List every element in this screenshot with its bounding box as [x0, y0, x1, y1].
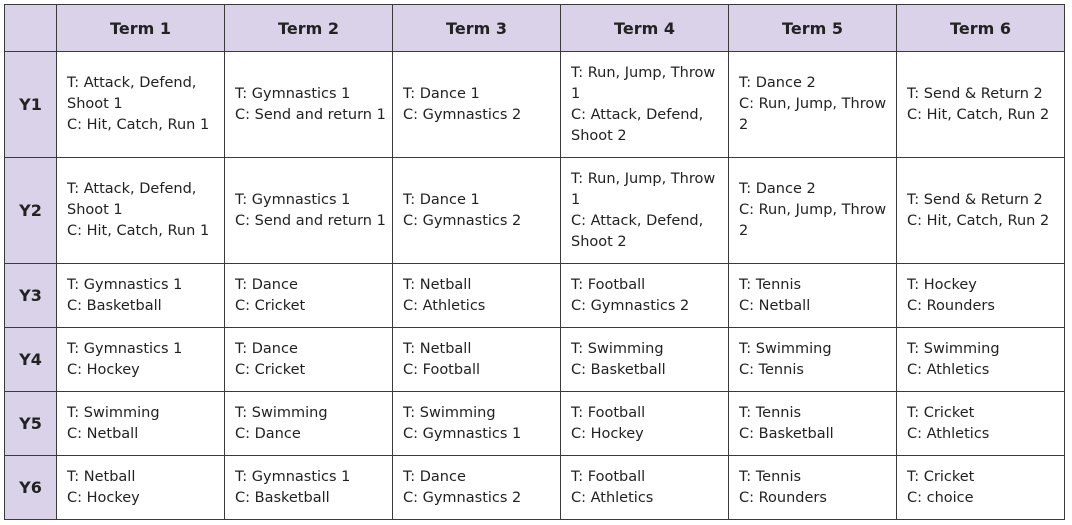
activity-c-text: C: Send and return 1 — [235, 212, 386, 229]
activity-t-text: T: Tennis — [739, 468, 802, 485]
table-cell — [57, 392, 225, 456]
table-cell — [225, 158, 393, 264]
activity-c-text: C: Athletics — [571, 489, 654, 506]
activity-c-text: C: Attack, Defend, Shoot 2 — [571, 212, 704, 250]
term-header: Term 6 — [897, 5, 1065, 52]
activity-t-text: T: Dance 1 — [403, 191, 480, 208]
activity-c-text: C: Run, Jump, Throw 2 — [739, 202, 887, 239]
activity-c-text: C: Hit, Catch, Run 1 — [67, 223, 210, 239]
activity-c-text: C: Basketball — [67, 297, 162, 314]
table-cell — [561, 52, 729, 158]
table-cell — [729, 456, 897, 520]
activity-t-text: T: Netball — [403, 340, 472, 357]
table-cell — [393, 264, 561, 328]
activity-c-text: C: Rounders — [739, 489, 827, 506]
activity-t-text: T: Gymnastics 1 — [235, 468, 351, 485]
activity-c-text: C: Hit, Catch, Run 2 — [907, 212, 1050, 229]
table-cell — [57, 264, 225, 328]
table-cell — [393, 158, 561, 264]
table-cell — [561, 158, 729, 264]
year-label: Y3 — [5, 264, 57, 328]
activity-c-text: C: Hit, Catch, Run 2 — [907, 106, 1050, 123]
activity-t-text: T: Gymnastics 1 — [67, 276, 183, 293]
corner-header-cell — [5, 5, 57, 52]
header-row — [5, 5, 1065, 52]
activity-t-text: T: Tennis — [739, 404, 802, 421]
table-cell — [393, 328, 561, 392]
term-header: Term 2 — [225, 5, 393, 52]
activity-c-text: C: Gymnastics 2 — [403, 106, 522, 123]
activity-c-text: C: Athletics — [907, 425, 990, 442]
activity-t-text: T: Hockey — [907, 276, 977, 293]
table-cell — [729, 392, 897, 456]
activity-t-text: T: Tennis — [739, 276, 802, 293]
activity-t-text: T: Cricket — [907, 404, 975, 421]
year-label: Y1 — [5, 52, 57, 158]
activity-t-text: T: Attack, Defend, Shoot 1 — [67, 181, 197, 218]
activity-c-text: C: Dance — [235, 425, 301, 442]
table-cell — [393, 456, 561, 520]
activity-t-text: T: Send & Return 2 — [907, 85, 1043, 102]
activity-t-text: T: Football — [571, 404, 646, 421]
table-cell — [729, 52, 897, 158]
activity-c-text: C: Hit, Catch, Run 1 — [67, 117, 210, 133]
year-label: Y6 — [5, 456, 57, 520]
table-cell — [897, 456, 1065, 520]
activity-t-text: T: Football — [571, 276, 646, 293]
activity-t-text: T: Run, Jump, Throw 1 — [571, 64, 716, 102]
table-cell — [561, 456, 729, 520]
table-cell — [897, 392, 1065, 456]
table-cell — [729, 328, 897, 392]
activity-c-text: C: Netball — [67, 425, 139, 442]
term-header: Term 5 — [729, 5, 897, 52]
table-row — [5, 52, 1065, 158]
year-label: Y2 — [5, 158, 57, 264]
term-header: Term 3 — [393, 5, 561, 52]
activity-t-text: T: Swimming — [571, 340, 664, 357]
activity-t-text: T: Netball — [67, 468, 136, 485]
activity-t-text: T: Swimming — [907, 340, 1000, 357]
activity-c-text: C: Athletics — [403, 297, 486, 314]
activity-t-text: T: Dance — [403, 468, 466, 485]
table-cell — [57, 158, 225, 264]
activity-c-text: C: Gymnastics 2 — [571, 297, 690, 314]
table-cell — [225, 392, 393, 456]
table-cell — [57, 52, 225, 158]
activity-c-text: C: Rounders — [907, 297, 995, 314]
table-cell — [57, 328, 225, 392]
table-row — [5, 328, 1065, 392]
table-cell — [225, 264, 393, 328]
table-cell — [897, 264, 1065, 328]
activity-c-text: C: Run, Jump, Throw 2 — [739, 96, 887, 133]
activity-t-text: T: Gymnastics 1 — [235, 85, 351, 102]
activity-c-text: C: Send and return 1 — [235, 106, 386, 123]
pe-curriculum-table — [4, 4, 1065, 520]
table-row — [5, 456, 1065, 520]
table-cell — [897, 158, 1065, 264]
activity-c-text: C: Gymnastics 1 — [403, 425, 522, 442]
activity-t-text: T: Dance 2 — [739, 75, 816, 91]
table-cell — [561, 328, 729, 392]
activity-t-text: T: Netball — [403, 276, 472, 293]
activity-c-text: C: Cricket — [235, 361, 306, 378]
table-cell — [393, 392, 561, 456]
table-cell — [561, 392, 729, 456]
activity-t-text: T: Dance 2 — [739, 181, 816, 197]
activity-t-text: T: Swimming — [67, 404, 160, 421]
activity-c-text: C: Hockey — [67, 361, 140, 378]
activity-c-text: C: Football — [403, 361, 481, 378]
activity-t-text: T: Swimming — [403, 404, 496, 421]
table-row — [5, 392, 1065, 456]
activity-t-text: T: Gymnastics 1 — [67, 340, 183, 357]
activity-t-text: T: Gymnastics 1 — [235, 191, 351, 208]
activity-c-text: C: Gymnastics 2 — [403, 489, 522, 506]
activity-t-text: T: Run, Jump, Throw 1 — [571, 170, 716, 208]
year-label: Y4 — [5, 328, 57, 392]
table-cell — [897, 52, 1065, 158]
table-cell — [225, 328, 393, 392]
activity-t-text: T: Swimming — [739, 340, 832, 357]
activity-c-text: C: Attack, Defend, Shoot 2 — [571, 106, 704, 144]
activity-t-text: T: Dance — [235, 340, 298, 357]
term-header: Term 1 — [57, 5, 225, 52]
activity-t-text: T: Send & Return 2 — [907, 191, 1043, 208]
activity-c-text: C: Basketball — [739, 425, 834, 442]
pe-curriculum-table-wrapper — [4, 4, 1065, 520]
table-row — [5, 264, 1065, 328]
table-row — [5, 158, 1065, 264]
activity-c-text: C: Tennis — [739, 361, 804, 378]
activity-c-text: C: Hockey — [67, 489, 140, 506]
activity-t-text: T: Attack, Defend, Shoot 1 — [67, 75, 197, 112]
activity-c-text: C: Basketball — [235, 489, 330, 506]
year-label: Y5 — [5, 392, 57, 456]
term-header: Term 4 — [561, 5, 729, 52]
activity-t-text: T: Swimming — [235, 404, 328, 421]
table-cell — [897, 328, 1065, 392]
table-cell — [225, 456, 393, 520]
table-cell — [57, 456, 225, 520]
activity-t-text: T: Cricket — [907, 468, 975, 485]
activity-t-text: T: Football — [571, 468, 646, 485]
table-cell — [561, 264, 729, 328]
table-cell — [393, 52, 561, 158]
activity-t-text: T: Dance — [235, 276, 298, 293]
activity-c-text: C: choice — [907, 489, 974, 506]
activity-c-text: C: Athletics — [907, 361, 990, 378]
activity-c-text: C: Hockey — [571, 425, 644, 442]
table-cell — [729, 158, 897, 264]
activity-c-text: C: Cricket — [235, 297, 306, 314]
table-cell — [729, 264, 897, 328]
activity-c-text: C: Gymnastics 2 — [403, 212, 522, 229]
activity-t-text: T: Dance 1 — [403, 85, 480, 102]
activity-c-text: C: Basketball — [571, 361, 666, 378]
table-cell — [225, 52, 393, 158]
activity-c-text: C: Netball — [739, 297, 811, 314]
